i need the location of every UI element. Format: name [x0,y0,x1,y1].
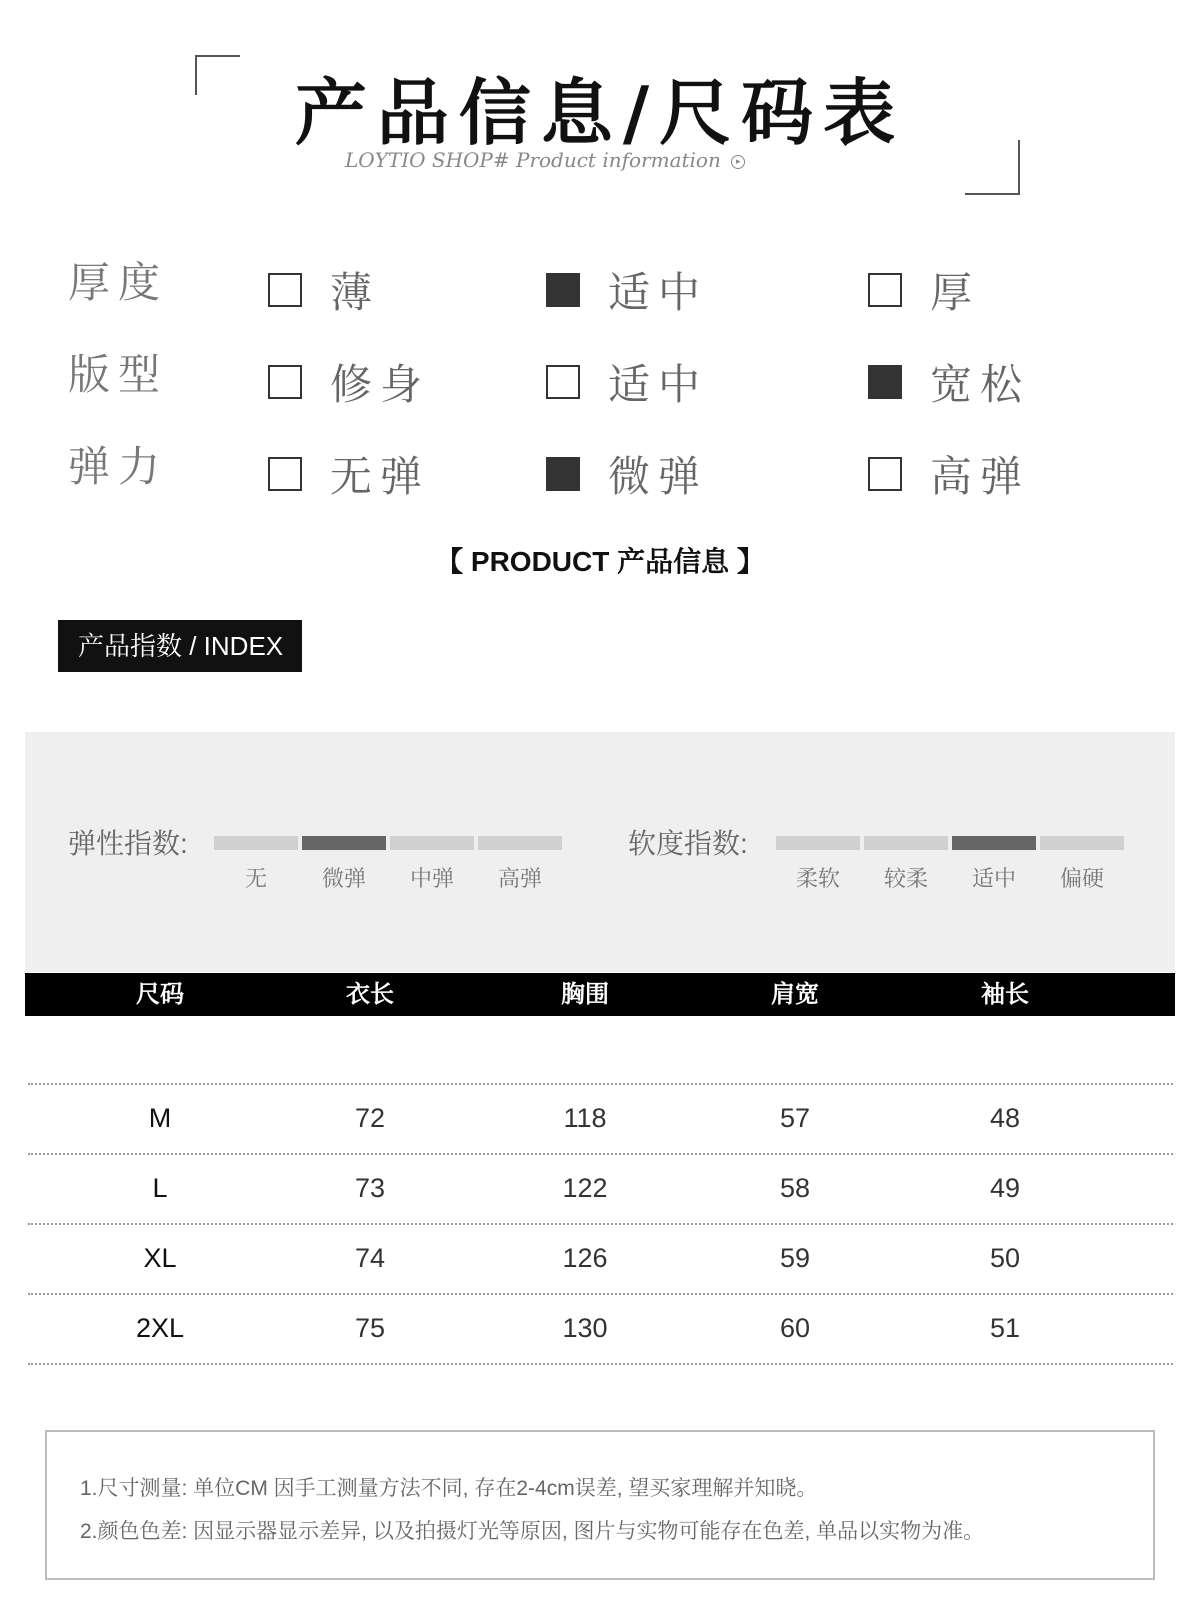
elasticity-index-label: 弹性指数: [68,828,188,859]
elasticity-segment [478,836,562,850]
attr-option [868,444,1030,504]
table-header-cell: 肩宽 [771,981,819,1008]
elasticity-segment [214,836,298,850]
option-label: 适中 [608,268,709,317]
attr-option [546,444,708,504]
table-cell: 49 [989,1173,1021,1203]
index-tag: 产品指数 / INDEX [58,620,302,672]
checkbox-checked-icon [546,273,580,307]
softness-level-label: 柔软 [795,866,840,891]
table-cell: 74 [354,1243,386,1273]
softness-level-label: 适中 [971,866,1016,891]
option-label: 适中 [608,360,709,409]
option-label: 无弹 [330,452,431,501]
attr-option [868,260,980,320]
subtitle-text: LOYTIO SHOP# Product information [345,148,721,172]
softness-segment-selected [952,836,1036,850]
table-divider [28,1363,1173,1365]
page-title: 产品信息/尺码表 [294,70,906,155]
softness-level-label: 偏硬 [1059,866,1104,891]
table-cell: 130 [562,1313,608,1343]
attr-option [268,260,380,320]
elasticity-level-label: 中弹 [409,866,454,891]
checkbox-icon [868,457,902,491]
table-cell-size: L [152,1173,168,1203]
softness-segment [776,836,860,850]
table-cell: 126 [562,1243,608,1273]
table-divider [28,1153,1173,1155]
checkbox-icon [546,365,580,399]
table-cell: 58 [779,1173,811,1203]
table-cell: 75 [354,1313,386,1343]
option-label: 微弹 [608,452,709,501]
table-cell: 73 [354,1173,386,1203]
checkbox-checked-icon [868,365,902,399]
elasticity-level-label: 无 [244,866,267,891]
attr-label-elasticity: 弹力 [68,442,169,491]
table-cell-size: 2XL [135,1313,185,1343]
page-subtitle [345,148,745,172]
checkbox-icon [268,457,302,491]
table-divider [28,1083,1173,1085]
table-cell: 48 [989,1103,1021,1133]
option-label: 高弹 [930,452,1031,501]
note-line: 2.颜色色差: 因显示器显示差异, 以及拍摄灯光等原因, 图片与实物可能存在色差, 单品以实物为准。 [80,1520,985,1543]
attr-option [268,352,430,412]
attr-option [546,260,708,320]
note-line: 1.尺寸测量: 单位CM 因手工测量方法不同, 存在2-4cm误差, 望买家理解并知晓。 [80,1477,818,1500]
elasticity-level-label: 微弹 [321,866,366,891]
checkbox-icon [268,365,302,399]
checkbox-checked-icon [546,457,580,491]
table-header-cell: 胸围 [561,981,609,1008]
elasticity-segment [390,836,474,850]
checkbox-icon [268,273,302,307]
table-cell: 51 [989,1313,1021,1343]
elasticity-segment-selected [302,836,386,850]
table-cell: 122 [562,1173,608,1203]
table-divider [28,1293,1173,1295]
option-label: 薄 [330,268,381,317]
table-cell: 57 [779,1103,811,1133]
softness-segment [1040,836,1124,850]
table-header-cell: 尺码 [136,981,184,1008]
index-panel [25,732,1175,972]
product-heading: 【 PRODUCT 产品信息 】 [435,546,765,577]
table-cell: 72 [354,1103,386,1133]
attr-label-thickness: 厚度 [68,258,169,307]
table-header-cell: 衣长 [346,981,394,1008]
play-arrow-icon: ▸ [731,155,745,169]
attr-option [268,444,430,504]
elasticity-level-label: 高弹 [497,866,542,891]
table-cell: 118 [563,1103,607,1133]
softness-index-label: 软度指数: [628,828,748,859]
option-label: 宽松 [930,360,1031,409]
table-divider [28,1223,1173,1225]
option-label: 厚 [930,268,981,317]
softness-segment [864,836,948,850]
table-cell-size: XL [143,1243,177,1273]
table-cell: 50 [989,1243,1021,1273]
table-header-cell: 袖长 [981,981,1029,1008]
option-label: 修身 [330,360,431,409]
notes-box [45,1430,1155,1580]
table-cell: 60 [779,1313,811,1343]
softness-level-label: 较柔 [883,866,928,891]
attr-option [868,352,1030,412]
checkbox-icon [868,273,902,307]
table-cell-size: M [148,1103,172,1133]
attr-label-fit: 版型 [68,350,169,399]
attr-option [546,352,708,412]
table-cell: 59 [779,1243,811,1273]
